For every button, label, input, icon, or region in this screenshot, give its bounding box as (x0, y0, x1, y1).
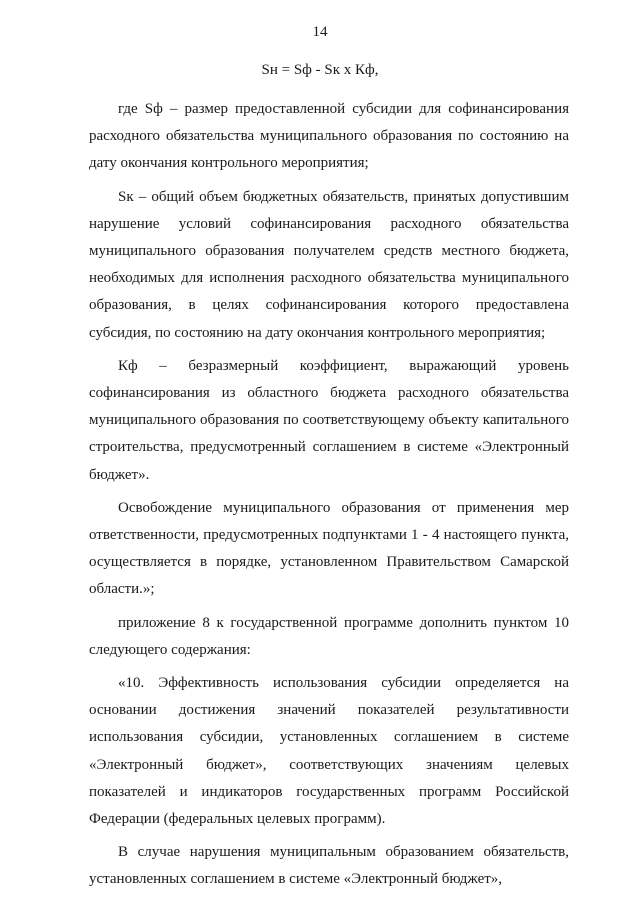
page-number: 14 (312, 24, 328, 40)
paragraph-kf-definition: Кф – безразмерный коэффициент, выражающий уровень софинансирования из областного бюджета расходного обязательства муниципального образования по соответствующему объекту капитального строительства, предусмотренный соглашением в системе «Электронный бюджет». (89, 357, 569, 483)
paragraph-appendix-8: приложение 8 к государственной программе дополнить пунктом 10 следующего содержания: (89, 614, 569, 658)
paragraph-exemption: Освобождение муниципального образования от применения мер ответственности, предусмотренных подпунктами 1 - 4 настоящего пункта, осуществляется в порядке, установленном Правительством Самарской области.»; (89, 499, 569, 598)
paragraph-sf-definition: где Sф – размер предоставленной субсидии для софинансирования расходного обязательства муниципального образования по состоянию на дату окончания контрольного мероприятия; (89, 101, 569, 172)
paragraph-item-10: «10. Эффективность использования субсидии определяется на основании достижения значений показателей результативности использования субсидии, установленных соглашением в системе «Электронный бюджет», соответствующих значениям целевых показателей и индикаторов государственных программ Российской Федерации (федеральных целевых программ). (89, 675, 569, 828)
document-body (89, 96, 569, 894)
paragraph-violation: В случае нарушения муниципальным образованием обязательств, установленных соглашением в системе «Электронный бюджет», (89, 844, 569, 888)
paragraph-sk-definition: Sк – общий объем бюджетных обязательств, принятых допустившим нарушение условий софинансирования расходного обязательства муниципального образования получателем средств местного бюджета, необходимых для исполнения расходного обязательства муниципального образования, в целях софинансирования которого предоставлена субсидия, по состоянию на дату окончания контрольного мероприятия; (89, 188, 569, 341)
formula: Sн = Sф - Sк х Кф, (261, 62, 379, 78)
